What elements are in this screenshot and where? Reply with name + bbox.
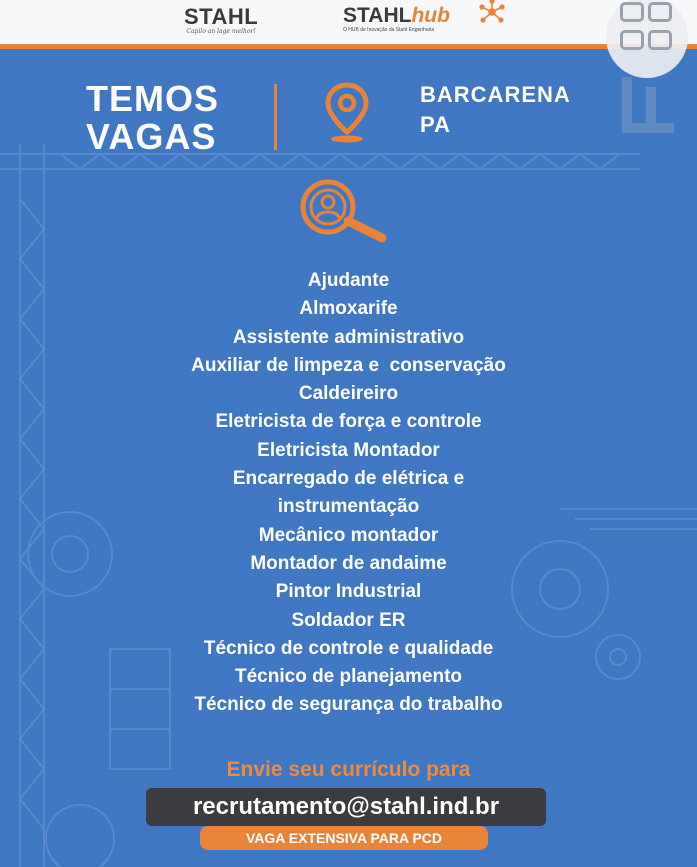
- hub-logo-prefix: STAHL: [343, 4, 412, 27]
- job-item: Ajudante: [307, 270, 390, 291]
- hub-network-icon: [478, 0, 506, 26]
- stahl-logo-tagline: Capilo an lage melhor!: [186, 28, 256, 35]
- email-link[interactable]: recrutamento@stahl.ind.br: [146, 788, 546, 826]
- job-item: Técnico de controle e qualidade: [203, 637, 494, 659]
- job-item: Técnico de segurança do trabalho: [194, 694, 503, 716]
- job-list: [0, 267, 697, 720]
- location-state: PA: [420, 112, 451, 137]
- job-item: Assistente administrativo: [232, 326, 465, 348]
- stahl-hub-logo: [343, 4, 450, 33]
- job-item: Técnico de planejamento: [235, 666, 462, 688]
- headline-divider: [274, 84, 277, 150]
- job-item: Montador de andaime: [250, 552, 447, 574]
- hub-logo-suffix: hub: [411, 4, 450, 27]
- job-item: Soldador ER: [291, 609, 406, 631]
- location-pin-icon: [324, 82, 370, 144]
- stahl-logo: [184, 4, 258, 35]
- headline-line-2: VAGAS: [86, 116, 217, 157]
- headline: [86, 80, 219, 156]
- job-item: Eletricista de força e controle: [215, 411, 482, 433]
- location: [420, 80, 571, 140]
- stahl-hub-logo-word: [343, 4, 450, 28]
- job-item: Almoxarife: [299, 298, 398, 320]
- job-item: Auxiliar de limpeza e conservação: [191, 354, 506, 376]
- stahl-hub-tagline: O HUB de Inovação da Stahl Engenharia: [343, 27, 435, 33]
- job-item: Eletricista Montador: [257, 439, 440, 461]
- pcd-badge: VAGA EXTENSIVA PARA PCD: [200, 826, 488, 850]
- cta-text: Envie seu currículo para: [226, 758, 471, 781]
- search-person-icon: [296, 178, 392, 244]
- location-city: BARCARENA: [420, 82, 571, 107]
- stahl-logo-word: STAHL: [184, 4, 259, 29]
- job-item: instrumentação: [277, 496, 420, 518]
- header-accent-line: [0, 44, 697, 49]
- headline-line-1: TEMOS: [86, 78, 220, 119]
- job-item: Caldeireiro: [298, 383, 399, 405]
- job-item: Mecânico montador: [258, 524, 439, 546]
- job-item: Encarregado de elétrica e: [232, 468, 465, 490]
- job-item: Pintor Industrial: [275, 581, 422, 603]
